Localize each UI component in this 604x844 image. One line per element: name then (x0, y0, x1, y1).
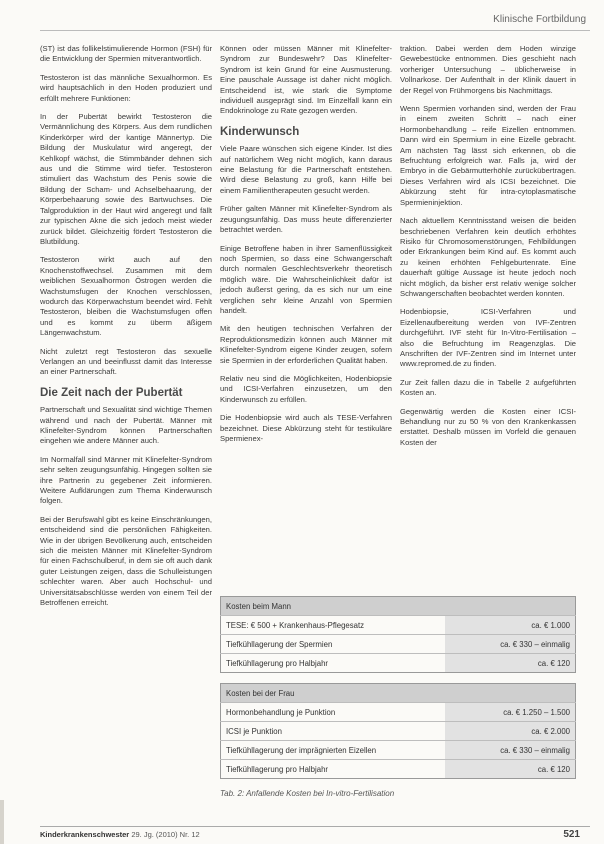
text-column-2 (220, 44, 392, 452)
table-row (221, 703, 576, 722)
cost-value: ca. € 330 – einmalig (445, 635, 576, 654)
table-row (221, 616, 576, 635)
footer-citation (40, 830, 200, 839)
text-column-1 (40, 44, 212, 617)
cost-label: Hormonbehandlung je Punktion (221, 703, 446, 722)
cost-value: ca. € 330 – einmalig (445, 741, 576, 760)
paragraph: Gegenwärtig werden die Kosten einer ICSI-Behandlung nur zu 50 % von den Krankenkassen erstattet. Deshalb müssen im Vorfeld die genauen Kosten der (400, 406, 576, 447)
table-caption: Tab. 2: Anfallende Kosten bei In-vitro-Fertilisation (220, 789, 395, 798)
cost-tables (220, 596, 576, 798)
paragraph: Früher galten Männer mit Klinefelter-Syndrom als zeugungsunfähig. Das muss heute differenzierter betrachtet werden. (220, 204, 392, 235)
section-heading: Kinderwunsch (220, 125, 300, 138)
table-row (221, 654, 576, 673)
paragraph: Einige Betroffene haben in ihrer Samenflüssigkeit noch Spermien, so dass eine Schwangerschaft durch normalen Geschlechtsverkehr theoretisch möglich wäre. Die Wahrscheinlichkeit dafür ist jedoch äußerst gering, da es sich nur um eine verglichen sehr kleine Anzahl von Spermien handelt. (220, 243, 392, 315)
section-heading: Die Zeit nach der Pubertät (40, 386, 183, 399)
page-edge-decoration (0, 800, 4, 844)
table-header: Kosten bei der Frau (221, 684, 576, 703)
cost-label: Tiefkühllagerung der imprägnierten Eizellen (221, 741, 446, 760)
paragraph: Nach aktuellem Kenntnisstand weisen die beiden beschriebenen Verfahren kein deutlich erhöhtes Risiko für Chromosomenstörungen, Fehlbildungen oder Erkrankungen beim Kind auf. Es kommt auch zu keinen erhöhten Fehlgeburtenrate. Eine dauerhaft gültige Aussage ist heute jedoch noch nicht möglich, da bisher erst relativ wenige solcher Schwangerschaften beobachtet werden konnten. (400, 216, 576, 298)
cost-value: ca. € 1.250 – 1.500 (445, 703, 576, 722)
paragraph: Testosteron wirkt auch auf den Knochenstoffwechsel. Zusammen mit dem weiblichen Sexualhormon Östrogen werden die Wachstumsfugen der Knochen verschlossen, wodurch das Körperwachstum beendet wird. Fehlt Testosteron, bleiben die Wachstumsfugen offen und es kommt zu überm äßigem Längenwachstum. (40, 255, 212, 338)
cost-label: Tiefkühllagerung pro Halbjahr (221, 654, 446, 673)
table-costs-man (220, 596, 576, 673)
paragraph: Die Hodenbiopsie wird auch als TESE-Verfahren bezeichnet. Diese Abkürzung steht für testikuläre Spermienex- (220, 413, 392, 443)
cost-label: Tiefkühllagerung der Spermien (221, 635, 446, 654)
journal-name: Kinderkrankenschwester (40, 830, 130, 839)
paragraph: Nicht zuletzt regt Testosteron das sexuelle Verlangen an und beeinflusst damit das Interesse an einer Partnerschaft. (40, 346, 212, 377)
table-header-row (221, 684, 576, 703)
paragraph: Im Normalfall sind Männer mit Klinefelter-Syndrom sehr selten zeugungsunfähig. Hingegen sollten sie ihre Partnerin zu gegebener Zeit informieren. Weitere Aufklärungen zum Thema Kinderwunsch folgen. (40, 454, 212, 506)
cost-value: ca. € 2.000 (445, 722, 576, 741)
cost-label: TESE: € 500 + Krankenhaus-Pflegesatz (221, 616, 446, 635)
table-row (221, 741, 576, 760)
cost-value: ca. € 1.000 (445, 616, 576, 635)
cost-label: Tiefkühllagerung pro Halbjahr (221, 760, 446, 779)
table-costs-woman (220, 683, 576, 779)
page-number: 521 (563, 829, 580, 840)
paragraph: Bei der Berufswahl gibt es keine Einschränkungen, entscheidend sind die persönlichen Fähigkeiten. Wie in der übrigen Bevölkerung auch, entscheiden sich die meisten Männer mit Klinefelter-Syndrom für einen Fachschulberuf, in dem sie oft auch dank guter Leistungen zeigen, dass die Schulleistungen schlechter waren. Aber auch Hochschul- und Universitätsabschlüsse werden von einem Teil der Betroffenen erreicht. (40, 514, 212, 608)
paragraph: Testosteron ist das männliche Sexualhormon. Es wird hauptsächlich in den Hoden produziert und erfüllt mehrere Funktionen: (40, 72, 212, 103)
text-column-3 (400, 44, 576, 456)
table-row (221, 635, 576, 654)
paragraph: In der Pubertät bewirkt Testosteron die Vermännlichung des Körpers. Aus dem rundlichen Kinderkörper wird der kantige Männertyp. Die Bildung der Muskulatur wird angeregt, der Kehlkopf wächst, die Stimmbänder dehnen sich aus und die Stimme wird tiefer. Testosteron stimuliert das Wachstum des Penis sowie die Bildung der Scham- und Achselbehaarung, der Körperbehaarung sowie des Bartwuchses. Die Talgproduktion in der Haut wird angeregt und fällt zur typischen Akne die sich jedoch meist wieder zurück bildet. Gleichzeitig fördert Testosteron die Blutbildung. (40, 112, 212, 246)
cost-value: ca. € 120 (445, 760, 576, 779)
table-row (221, 722, 576, 741)
paragraph: Relativ neu sind die Möglichkeiten, Hodenbiopsie und ICSI-Verfahren einzusetzen, um den Kinderwunsch zu erfüllen. (220, 373, 392, 404)
paragraph: Zur Zeit fallen dazu die in Tabelle 2 aufgeführten Kosten an. (400, 377, 576, 398)
paragraph: Können oder müssen Männer mit Klinefelter-Syndrom zur Bundeswehr? Das Klinefelter-Syndrom ist kein Grund für eine Ausmusterung. Eine pauschale Aussage ist daher nicht möglich. Entscheidend ist, wie stark die Symptome individuell ausgeprägt sind. Im Einzelfall kann ein Endokrinologe zu Rate gezogen werden. (220, 44, 392, 116)
table-row (221, 760, 576, 779)
paragraph: traktion. Dabei werden dem Hoden winzige Gewebestücke entnommen. Dies geschieht nach vorheriger Untersuchung – üblicherweise in Vollnarkose. Der Aufenthalt in der Klinik dauert in der Regel von Frühmorgens bis Nachmittags. (400, 44, 576, 95)
paragraph: Viele Paare wünschen sich eigene Kinder. Ist dies auf natürlichem Weg nicht möglich, kann daraus eine Belastung für die Partnerschaft entstehen. Wird diese Belastung zu groß, kann Hilfe bei einem Familientherapeuten gesucht werden. (220, 144, 392, 195)
paragraph: Wenn Spermien vorhanden sind, werden der Frau in einem zweiten Schritt – nach einer Hormonbehandlung – reife Eizellen entnommen. Dann wird ein Spermium in eine Eizelle gebracht. Am nächsten Tag lässt sich erkennen, ob die Befruchtung erfolgreich war. Falls ja, wird der Embryo in die Gebärmutterhöhle zurückübertragen. Dieses Verfahren wird als ICSI bezeichnet. Die Abkürzung steht für intra-cytoplasmatische Spermieninjektion. (400, 104, 576, 207)
cost-label: ICSI je Punktion (221, 722, 446, 741)
cost-value: ca. € 120 (445, 654, 576, 673)
paragraph: Mit den heutigen technischen Verfahren der Reproduktionsmedizin können auch Männer mit Klinefelter-Syndrom eigene Kinder zeugen, sofern sie Spermien in der erforderlichen Qualität haben. (220, 324, 392, 365)
header-rule (40, 30, 590, 31)
paragraph: (ST) ist das follikelstimulierende Hormon (FSH) für die Entwicklung der Spermien mitverantwortlich. (40, 44, 212, 64)
journal-issue: 29. Jg. (2010) Nr. 12 (131, 830, 200, 839)
section-header: Klinische Fortbildung (493, 14, 586, 25)
table-header-row (221, 597, 576, 616)
table-header: Kosten beim Mann (221, 597, 576, 616)
paragraph: Partnerschaft und Sexualität sind wichtige Themen während und nach der Pubertät. Männer mit Klinefelter-Syndrom können Partnerschaften eingehen wie andere Männer auch. (40, 405, 212, 446)
footer-rule (40, 826, 590, 827)
paragraph: Hodenbiopsie, ICSI-Verfahren und Eizellenaufbereitung werden von IVF-Zentren durchgeführt. IVF steht für In-Vitro-Fertilisation – also die Befruchtung im Reagenzglas. Die Anschriften der IVF-Zentren sind im Internet unter www.repromed.de zu finden. (400, 307, 576, 369)
